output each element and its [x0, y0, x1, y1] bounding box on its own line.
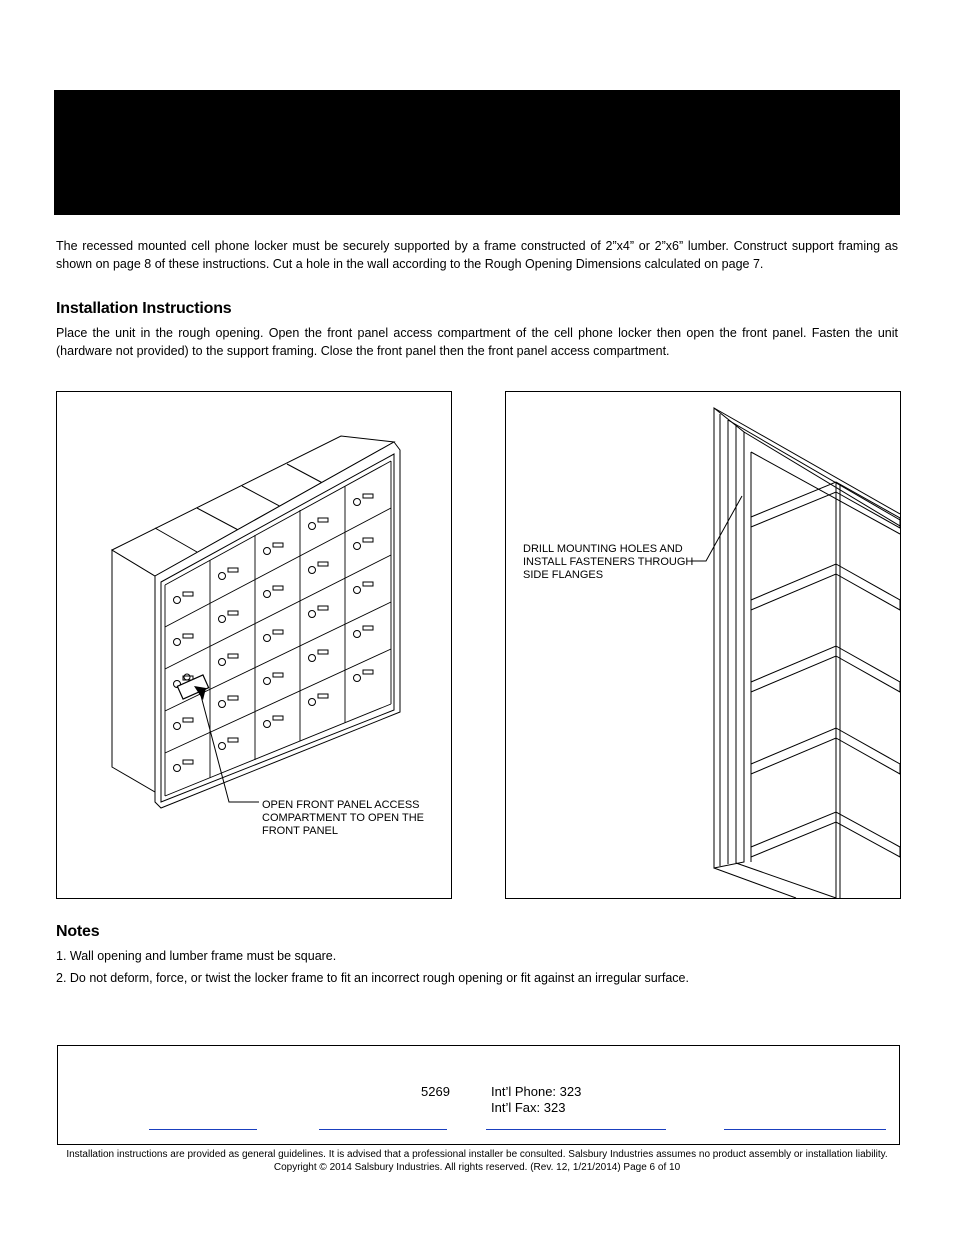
note-item-1: 1. Wall opening and lumber frame must be square. — [56, 949, 337, 963]
left-callout-line-2: COMPARTMENT TO OPEN THE — [262, 812, 424, 824]
right-callout-line-3: SIDE FLANGES — [523, 569, 604, 581]
locker-front-drawing — [57, 392, 451, 898]
installation-heading: Installation Instructions — [56, 300, 232, 317]
footer-intl-fax: Int’l Fax: 323 — [491, 1100, 566, 1115]
contact-box — [57, 1045, 900, 1145]
figure-locker-front — [56, 391, 452, 899]
footer-link-1[interactable] — [149, 1129, 257, 1130]
header-banner — [54, 90, 900, 215]
copyright-text: Copyright © 2014 Salsbury Industries. All rights reserved. (Rev. 12, 1/21/2014) Page 6 of 10 — [273, 1162, 681, 1173]
disclaimer-text: Installation instructions are provided as general guidelines. It is advised that a professional installer be consulted. Salsbury Industries assumes no product assembly or installation liability. — [66, 1149, 888, 1160]
right-callout-line-2: INSTALL FASTENERS THROUGH — [523, 556, 694, 568]
footer-code: 5269 — [421, 1084, 450, 1099]
figure-side-flange — [505, 391, 901, 899]
footer-link-3[interactable] — [486, 1129, 666, 1130]
left-callout-line-3: FRONT PANEL — [262, 825, 338, 837]
right-callout-line-1: DRILL MOUNTING HOLES AND — [523, 543, 683, 555]
footer-intl-phone: Int’l Phone: 323 — [491, 1084, 582, 1099]
notes-heading: Notes — [56, 923, 100, 940]
side-flange-drawing — [506, 392, 900, 898]
left-callout-line-1: OPEN FRONT PANEL ACCESS — [262, 799, 420, 811]
footer-link-4[interactable] — [724, 1129, 886, 1130]
installation-paragraph: Place the unit in the rough opening. Open the front panel access compartment of the cell phone locker then open the front panel. Fasten the unit (hardware not provided) to the support framing. Close the front panel then the front panel access compartment. — [56, 326, 898, 358]
note-item-2: 2. Do not deform, force, or twist the locker frame to fit an incorrect rough opening or fit against an irregular surface. — [56, 971, 689, 985]
intro-paragraph: The recessed mounted cell phone locker must be securely supported by a frame constructed of 2”x4” or 2”x6” lumber. Construct support framing as shown on page 8 of these instructions. Cut a hole in the wall according to the Rough Opening Dimensions calculated on page 7. — [56, 239, 898, 271]
footer-link-2[interactable] — [319, 1129, 447, 1130]
